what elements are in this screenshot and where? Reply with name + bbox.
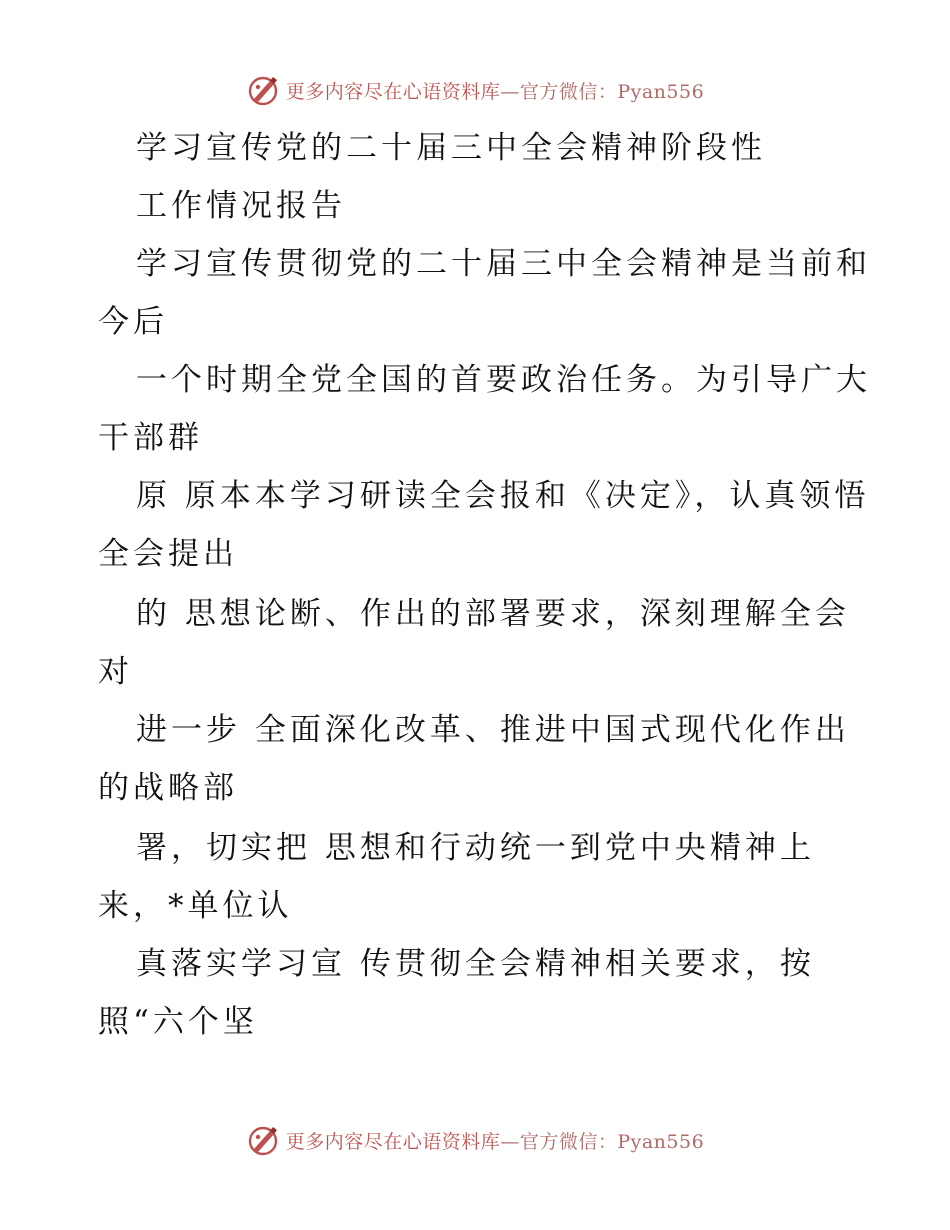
paragraph-line: 署，切实把 思想和行动统一到党中央精神上 (136, 830, 815, 866)
footer-watermark (0, 1122, 950, 1158)
watermark-wechat-label: 官方微信： (519, 1130, 618, 1153)
paragraph-line: 一个时期全党全国的首要政治任务。为引导广大 (136, 362, 871, 398)
paragraph-line: 学习宣传贯彻党的二十届三中全会精神是当前和 (136, 246, 871, 282)
paragraph-line: 照“六个坚 (98, 1004, 258, 1040)
paragraph-line: 真落实学习宣 传贯彻全会精神相关要求，按 (136, 946, 815, 982)
paragraph-line: 今后 (98, 304, 168, 340)
paragraph-line: 的战略部 (98, 770, 238, 806)
document-title-line-2: 工作情况报告 (136, 188, 346, 224)
watermark-wechat-id: Pyan556 (617, 1130, 705, 1153)
watermark-brand: 更多内容尽在心语资料库 (285, 80, 501, 103)
watermark-separator: — (500, 80, 520, 103)
paragraph-line: 干部群 (98, 420, 203, 456)
watermark-text (286, 77, 704, 104)
paragraph-line: 对 (98, 654, 133, 690)
paragraph-line: 来，*单位认 (98, 888, 293, 924)
watermark-wechat-id: Pyan556 (617, 80, 705, 103)
pen-seal-icon (246, 73, 280, 107)
pen-seal-icon (246, 1123, 280, 1157)
paragraph-line: 进一步 全面深化改革、推进中国式现代化作出 (136, 712, 850, 748)
watermark-group (246, 1123, 704, 1157)
watermark-group (246, 73, 704, 107)
watermark-brand: 更多内容尽在心语资料库 (285, 1130, 501, 1153)
header-watermark (0, 72, 950, 108)
paragraph-line: 原 原本本学习研读全会报和《决定》，认真领悟 (136, 478, 870, 514)
watermark-text (286, 1127, 704, 1154)
paragraph-line: 的 思想论断、作出的部署要求，深刻理解全会 (136, 596, 850, 632)
watermark-separator: — (500, 1130, 520, 1153)
paragraph-line: 全会提出 (98, 536, 238, 572)
watermark-wechat-label: 官方微信： (519, 80, 618, 103)
document-title-line-1: 学习宣传党的二十届三中全会精神阶段性 (136, 130, 766, 166)
